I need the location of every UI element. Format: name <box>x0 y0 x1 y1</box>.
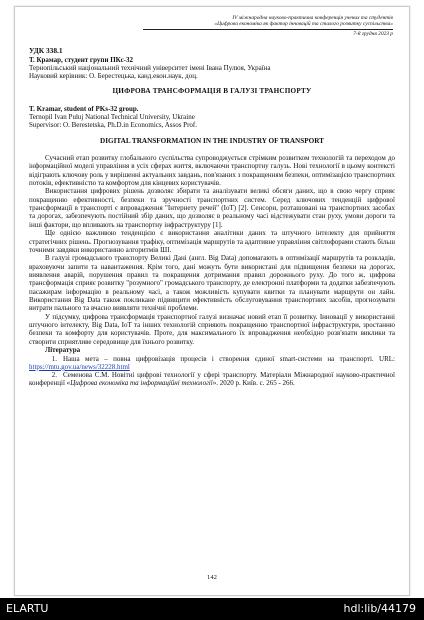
paragraph-5: У підсумку, цифрова трансформація транспортної галузі визначає новий етап її розвитку. Інновації у використанні штучного інтелекту, Big Data, IoT та інших технологій сприяють покращенню транспортної інфраструктури, зростанню безпеки та комфорту для користувачів. Проте, для максимального їх впровадження необхідно розв'язати виклики та створити сприятливе середовище для їхнього розвитку. <box>29 312 395 346</box>
paragraph-1: Сучасний етап розвитку глобального суспільства супроводжується стрімким розвитком технологій та переходом до інформаційної моделі управління в усіх сферах життя, включаючи транспортну галузь. Нові технології в цьому контексті відіграють ключову роль у вирішенні актуальних завдань, пов'язаних з покращенням безпеки, оптимізацією транспортних потоків, ефективністю та комфортом для кінцевих користувачів. <box>29 153 395 187</box>
author-en: T. Kramar, student of PKs-32 group. <box>29 104 139 113</box>
article-content <box>29 47 395 388</box>
document-page <box>14 6 410 596</box>
conference-line-2: «Цифрова економіка як фактор інновацій та сталого розвитку суспільства» <box>214 21 393 28</box>
author-uk: Т. Крамар, студент групи ПКс-32 <box>29 55 134 64</box>
reference-1 <box>29 355 395 372</box>
reference-2-italic: Цифрова економіка та інформаційні технології <box>70 379 213 388</box>
header-rule <box>143 29 393 30</box>
conference-line-1: IV міжнародна науково-практична конференція учених та студентів <box>232 15 393 21</box>
footer-bar <box>0 598 424 620</box>
university-uk: Тернопільський національний технічний університет імені Івана Пулюя, Україна <box>29 63 271 72</box>
page-number: 142 <box>207 574 217 581</box>
advisor-uk: Науковий керівник: О. Берестецька, канд.екон.наук, доц. <box>29 72 198 81</box>
reference-1-link[interactable]: https://mtu.gov.ua/news/32228.html <box>29 362 130 371</box>
title-uk: ЦИФРОВА ТРАНСФОРМАЦІЯ В ГАЛУЗІ ТРАНСПОРТУ <box>112 87 312 96</box>
reference-1-text: Наша мета – повна цифровізація процесів і створення єдиної smart-системи на транспорті. URL: <box>63 354 395 363</box>
reference-2-number: 2. <box>51 371 57 380</box>
reference-2-text-b: ». 2020 р. Київ. с. 265 - 266. <box>212 379 295 388</box>
title-en: DIGITAL TRANSFORMATION IN THE INDUSTRY OF TRANSPORT <box>100 136 324 145</box>
paragraph-4: В галузі громадського транспорту Великі Дані (англ. Big Data) допомагають в оптимізації маршрутів та розкладів, враховуючи запити та навантаження. Крім того, дані можуть бути використані для підвищення безпеки на дорогах, виявлення аварій, порушення правил та покращення дотримання правил дорожнього руху. До того ж, цифрова трансформація сприяє розвитку "розумного" громадського транспорту, де електронні платформи та додатки забезпечують пасажирам інформацію в реальному часі, а також можливість купувати квитки та планувати маршрути он лайн. Використання Big Data також покликане підвищити ефективність обслуговування транспортних засобів, прогнозувати витрати пального та вчасно виявляти технічні проблеми. <box>29 254 395 313</box>
references-heading: Література <box>45 346 81 355</box>
footer-repository-name: ELARTU <box>6 602 49 615</box>
reference-2 <box>29 371 395 388</box>
paragraph-2: Використання цифрових рішень дозволяє збирати та аналізувати великі обсяги даних, що в свою чергу сприяє покращенню ефективності, безпеки та зручності транспортних систем. Серед ключових тенденцій цифрової трансформації в транспорті є впровадження "Інтернету речей" (IoT) [2]. Сенсори, розташовані на транспортних засобах та дорогах, забезпечують постійний збір даних, що дозволяє в реальному часі відстежувати стан руху, умови дороги та інші фактори, що впливають на транспортну інфраструктуру [1]. <box>29 187 395 229</box>
reference-1-number: 1. <box>51 354 57 363</box>
udc-code: УДК 338.1 <box>29 46 63 55</box>
footer-handle: hdl:lib/44179 <box>343 602 416 615</box>
advisor-en: Supervisor: O. Berestetska, Ph.D.in Economics, Assos Prof. <box>29 121 197 130</box>
conference-date: 7-8 грудня 2023 р <box>353 30 393 37</box>
university-en: Ternopil Ivan Puluj National Technical University, Ukraine <box>29 113 195 122</box>
paragraph-3: Ще однією важливою тенденцією є використання аналітики даних та штучного інтелекту для прийняття стратегічних рішень. Прогнозування трафіку, оптимізація маршрутів та адаптивне управління світлофорами стають більш точними завдяки використанню алгоритмів ШІ. <box>29 229 395 254</box>
conference-header <box>143 15 393 37</box>
reference-2-text-a: Семенова С.М. Новітні цифрові технології у сфері транспорту. Матеріали Міжнародної науково-практичної конференції « <box>29 371 395 388</box>
